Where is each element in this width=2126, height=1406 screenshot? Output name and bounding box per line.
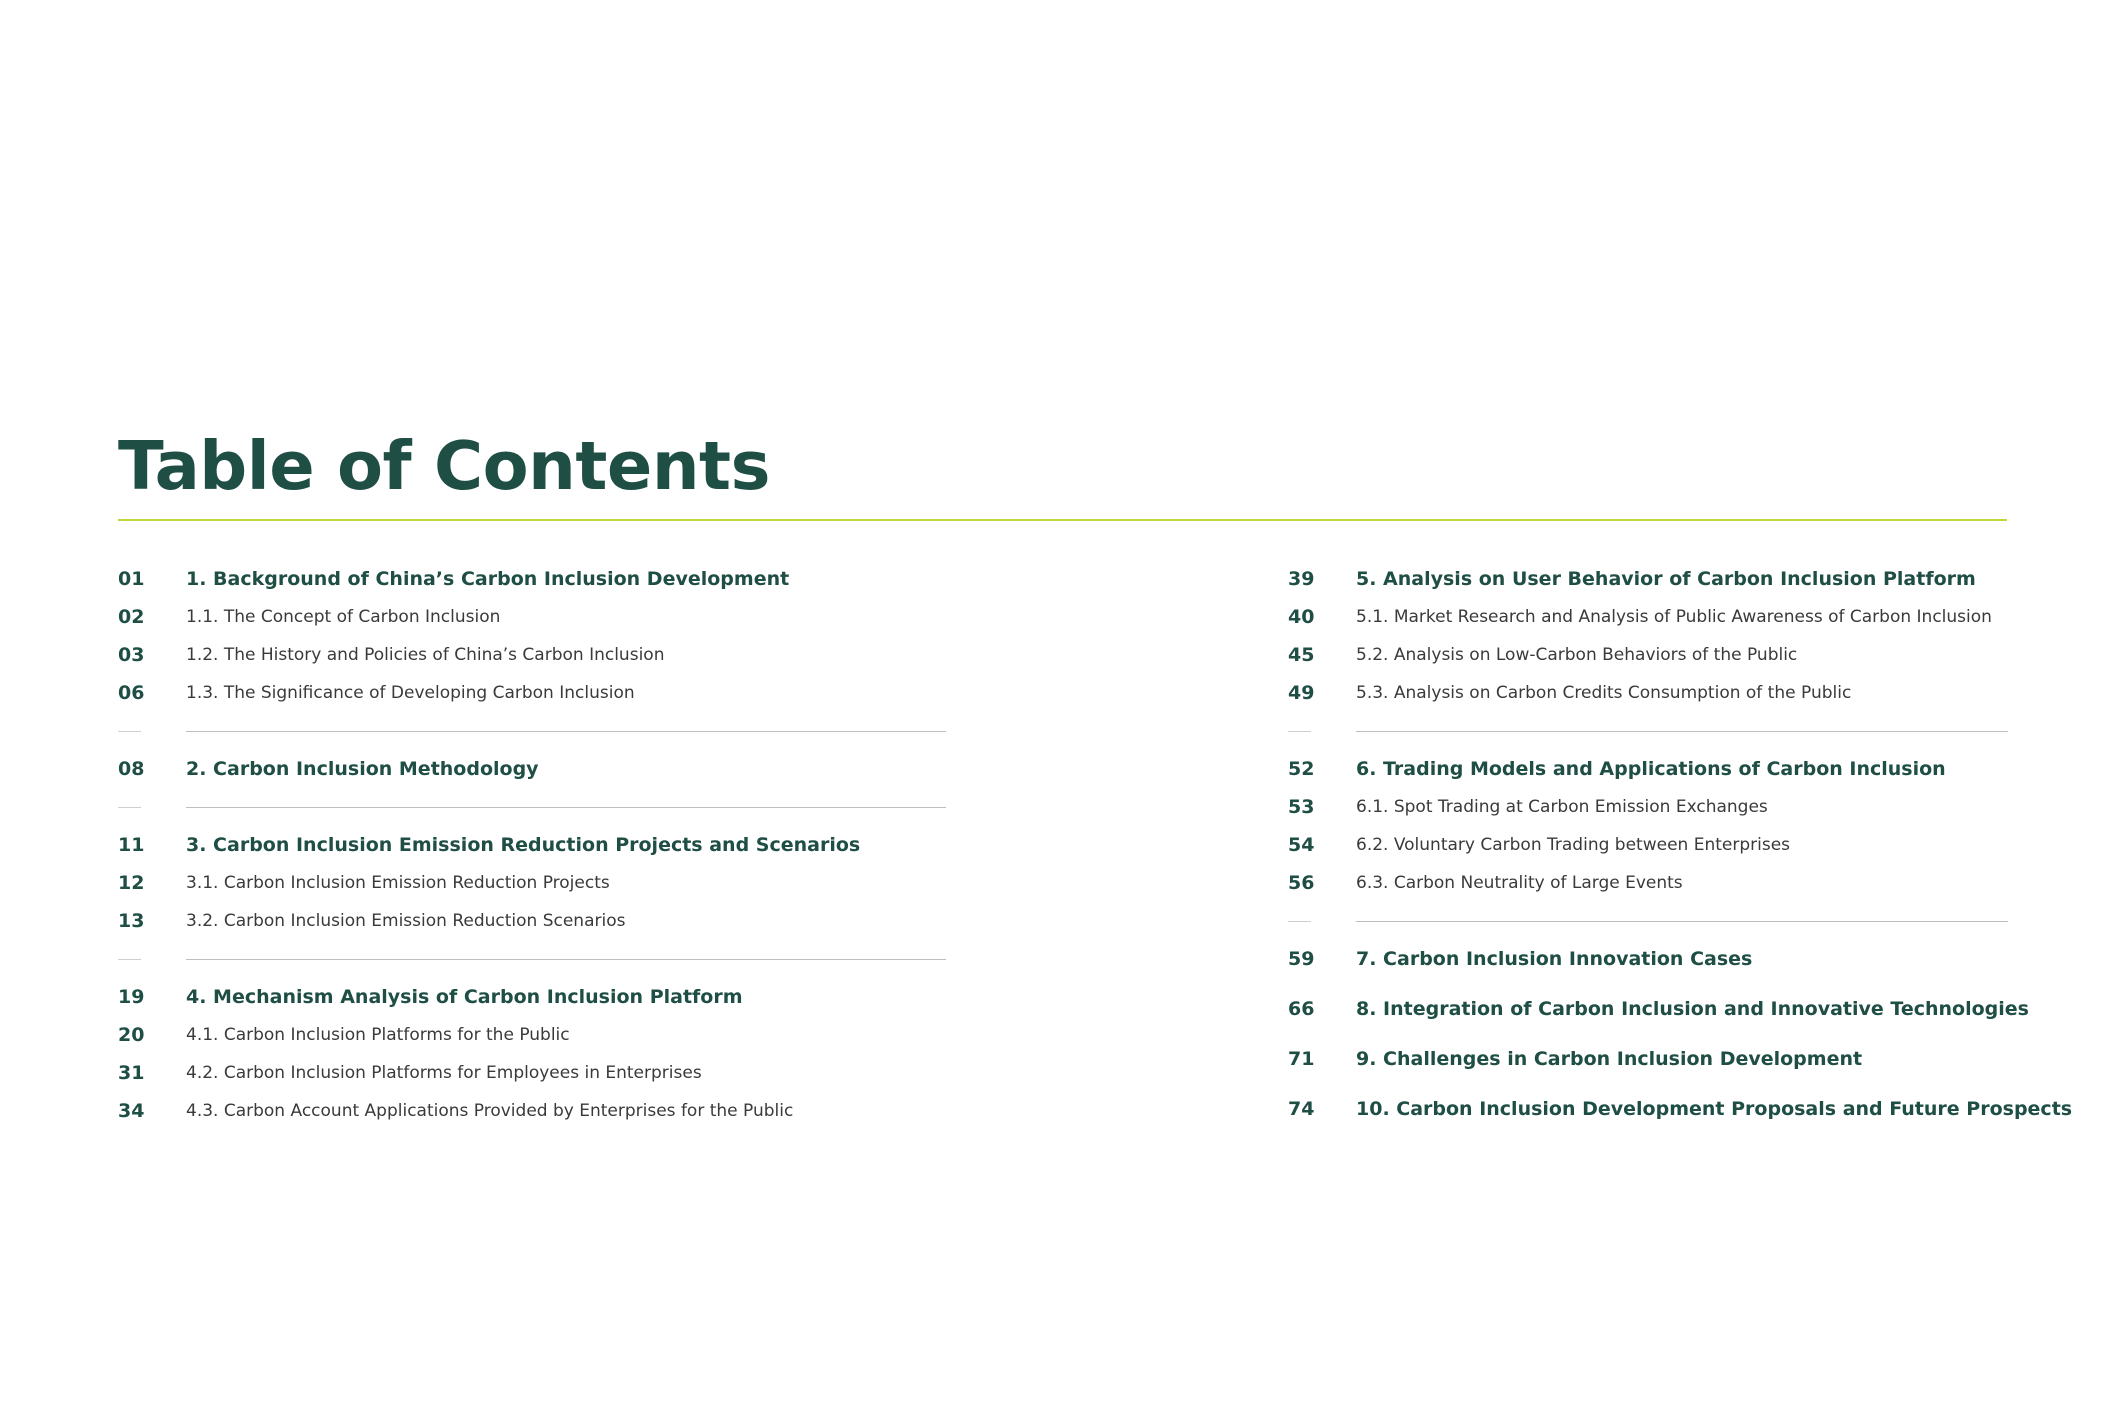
- page-number: 49: [1288, 682, 1315, 704]
- toc-chapter-entry[interactable]: [1288, 940, 2008, 978]
- toc-chapter-group: [118, 750, 946, 788]
- page-number: 34: [118, 1100, 145, 1122]
- toc-chapter-group: [1288, 940, 2008, 978]
- page-number: 03: [118, 644, 145, 666]
- page-number: 40: [1288, 606, 1315, 628]
- page-number: 12: [118, 872, 145, 894]
- chapter-title: 8. Integration of Carbon Inclusion and Innovative Technologies: [1356, 998, 2029, 1020]
- page-number: 39: [1288, 568, 1315, 590]
- section-title: 1.3. The Significance of Developing Carbon Inclusion: [186, 683, 635, 703]
- section-title: 3.1. Carbon Inclusion Emission Reduction Projects: [186, 873, 610, 893]
- section-title: 5.1. Market Research and Analysis of Public Awareness of Carbon Inclusion: [1356, 607, 1992, 627]
- toc-left-column: [118, 560, 946, 1130]
- divider-tick: [118, 807, 141, 808]
- section-title: 4.3. Carbon Account Applications Provided by Enterprises for the Public: [186, 1101, 794, 1121]
- toc-chapter-entry[interactable]: [1288, 990, 2029, 1028]
- toc-section-entry[interactable]: [118, 1092, 946, 1130]
- section-title: 3.2. Carbon Inclusion Emission Reduction Scenarios: [186, 911, 626, 931]
- toc-chapter-entry[interactable]: [1288, 1040, 2008, 1078]
- divider-tick: [118, 731, 141, 732]
- toc-section-entry[interactable]: [1288, 864, 2008, 902]
- page-number: 13: [118, 910, 145, 932]
- page-number: 20: [118, 1024, 145, 1046]
- toc-chapter-group: [1288, 1090, 2073, 1128]
- toc-section-entry[interactable]: [118, 598, 946, 636]
- page-number: 71: [1288, 1048, 1315, 1070]
- toc-chapter-entry[interactable]: [118, 978, 946, 1016]
- toc-section-entry[interactable]: [118, 1016, 946, 1054]
- section-title: 4.1. Carbon Inclusion Platforms for the Public: [186, 1025, 570, 1045]
- spacer: [1288, 1078, 2008, 1090]
- chapter-divider: [1288, 712, 2008, 750]
- toc-chapter-group: [118, 560, 946, 712]
- toc-section-entry[interactable]: [1288, 788, 2008, 826]
- page-number: 31: [118, 1062, 145, 1084]
- divider-rule: [1356, 921, 2008, 922]
- chapter-title: 10. Carbon Inclusion Development Proposals and Future Prospects: [1356, 1098, 2073, 1120]
- divider-rule: [186, 959, 946, 960]
- chapter-divider: [118, 788, 946, 826]
- toc-chapter-group: [118, 978, 946, 1130]
- toc-chapter-group: [1288, 1040, 2008, 1078]
- chapter-title: 9. Challenges in Carbon Inclusion Development: [1356, 1048, 1863, 1070]
- divider-rule: [186, 807, 946, 808]
- toc-section-entry[interactable]: [118, 902, 946, 940]
- toc-chapter-entry[interactable]: [118, 750, 946, 788]
- spacer: [1288, 1028, 2008, 1040]
- page-title: Table of Contents: [118, 427, 770, 505]
- toc-section-entry[interactable]: [1288, 826, 2008, 864]
- page-number: 56: [1288, 872, 1315, 894]
- toc-section-entry[interactable]: [118, 636, 946, 674]
- chapter-title: 3. Carbon Inclusion Emission Reduction Projects and Scenarios: [186, 834, 861, 856]
- page-number: 66: [1288, 998, 1315, 1020]
- title-underline: [118, 519, 2007, 521]
- toc-section-entry[interactable]: [1288, 674, 2008, 712]
- divider-rule: [186, 731, 946, 732]
- toc-chapter-entry[interactable]: [1288, 750, 2008, 788]
- page-number: 11: [118, 834, 145, 856]
- section-title: 6.1. Spot Trading at Carbon Emission Exchanges: [1356, 797, 1768, 817]
- chapter-title: 7. Carbon Inclusion Innovation Cases: [1356, 948, 1753, 970]
- toc-chapter-entry[interactable]: [118, 560, 946, 598]
- chapter-divider: [1288, 902, 2008, 940]
- page-number: 08: [118, 758, 145, 780]
- section-title: 1.2. The History and Policies of China’s Carbon Inclusion: [186, 645, 665, 665]
- chapter-title: 2. Carbon Inclusion Methodology: [186, 758, 539, 780]
- page-number: 54: [1288, 834, 1315, 856]
- toc-chapter-group: [1288, 560, 2008, 712]
- page-number: 45: [1288, 644, 1315, 666]
- chapter-title: 5. Analysis on User Behavior of Carbon Inclusion Platform: [1356, 568, 1976, 590]
- section-title: 6.3. Carbon Neutrality of Large Events: [1356, 873, 1683, 893]
- divider-tick: [1288, 921, 1311, 922]
- page-number: 06: [118, 682, 145, 704]
- section-title: 5.3. Analysis on Carbon Credits Consumption of the Public: [1356, 683, 1852, 703]
- section-title: 6.2. Voluntary Carbon Trading between Enterprises: [1356, 835, 1791, 855]
- page-number: 19: [118, 986, 145, 1008]
- toc-chapter-group: [1288, 990, 2029, 1028]
- page-number: 59: [1288, 948, 1315, 970]
- toc-section-entry[interactable]: [1288, 598, 2008, 636]
- spacer: [1288, 978, 2008, 990]
- section-title: 4.2. Carbon Inclusion Platforms for Employees in Enterprises: [186, 1063, 702, 1083]
- toc-section-entry[interactable]: [1288, 636, 2008, 674]
- toc-section-entry[interactable]: [118, 674, 946, 712]
- chapter-title: 4. Mechanism Analysis of Carbon Inclusion Platform: [186, 986, 743, 1008]
- chapter-divider: [118, 940, 946, 978]
- chapter-divider: [118, 712, 946, 750]
- page-number: 74: [1288, 1098, 1315, 1120]
- toc-chapter-entry[interactable]: [1288, 560, 2008, 598]
- divider-tick: [1288, 731, 1311, 732]
- toc-chapter-group: [118, 826, 946, 940]
- toc-chapter-group: [1288, 750, 2008, 902]
- chapter-title: 6. Trading Models and Applications of Carbon Inclusion: [1356, 758, 1946, 780]
- page-number: 02: [118, 606, 145, 628]
- page-number: 01: [118, 568, 145, 590]
- toc-section-entry[interactable]: [118, 864, 946, 902]
- toc-chapter-entry[interactable]: [1288, 1090, 2073, 1128]
- chapter-title: 1. Background of China’s Carbon Inclusion Development: [186, 568, 790, 590]
- toc-section-entry[interactable]: [118, 1054, 946, 1092]
- toc-right-column: [1288, 560, 2073, 1128]
- divider-rule: [1356, 731, 2008, 732]
- section-title: 1.1. The Concept of Carbon Inclusion: [186, 607, 501, 627]
- toc-chapter-entry[interactable]: [118, 826, 946, 864]
- divider-tick: [118, 959, 141, 960]
- section-title: 5.2. Analysis on Low-Carbon Behaviors of the Public: [1356, 645, 1798, 665]
- page-number: 53: [1288, 796, 1315, 818]
- page-number: 52: [1288, 758, 1315, 780]
